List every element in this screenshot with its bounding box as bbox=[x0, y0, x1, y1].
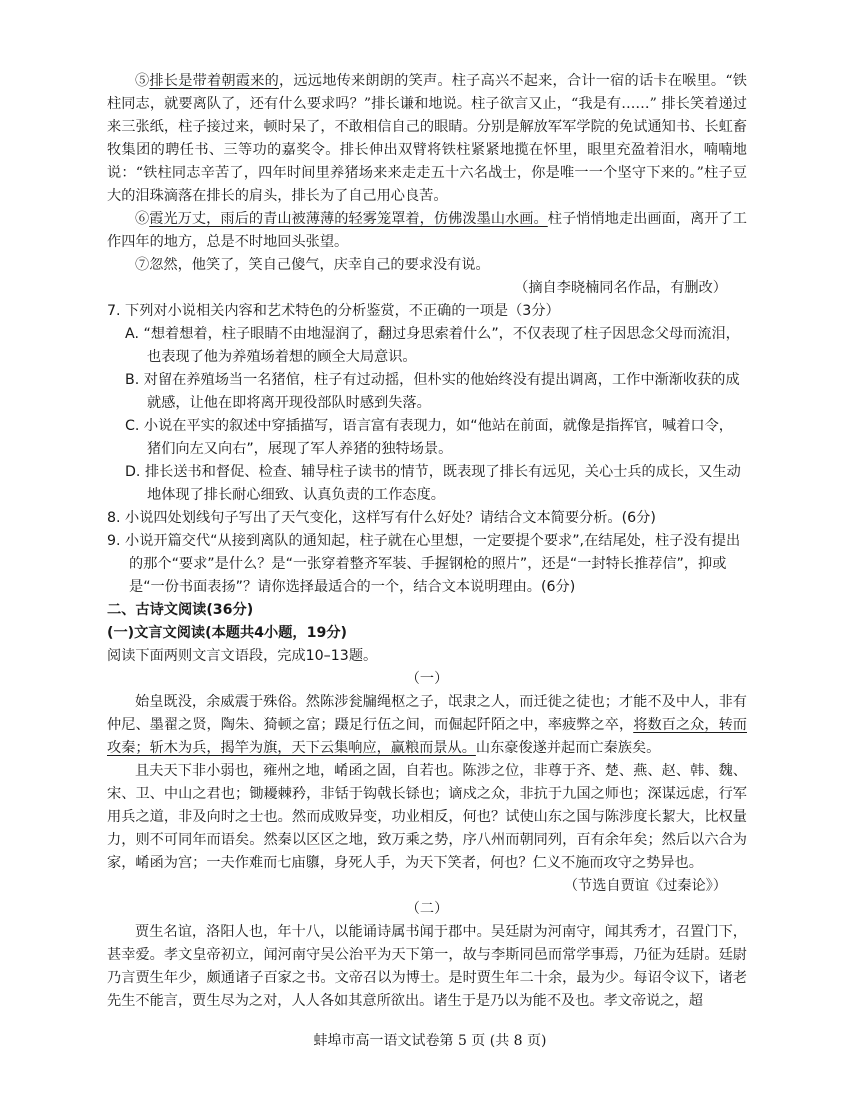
story-paragraph-6 bbox=[107, 208, 747, 254]
text2-heading: （二） bbox=[405, 901, 449, 917]
text2-paragraph-1: 贾生名谊，洛阳人也，年十八，以能诵诗属书闻于郡中。吴廷尉为河南守，闻其秀才，召置门下，甚幸爱。孝文皇帝初立，闻河南守吴公治平为天下第一，故与李斯同邑而常学事焉，乃征为廷尉。廷尉乃言贾生年少，颇通诸子百家之书。文帝召以为博士。是时贾生年二十余，最为少。每诏令议下，诸老先生不能言，贾生尽为之对，人人各如其意所欲出。诸生于是乃以为能不及也。孝文帝说之，超 bbox=[107, 924, 747, 1009]
section-heading: 二、古诗文阅读(36分) bbox=[107, 602, 254, 618]
paragraph-text: 始皇既没，余威震于殊俗。然陈涉瓮牖绳枢之子，氓隶之人，而迁徙之徒也；才能不及中人，非有仲尼、墨翟之贤，陶朱、猗顿之富；蹑足行伍之间，而倔起阡陌之中，率疲弊之卒， bbox=[107, 694, 747, 733]
paragraph-number: ⑥ bbox=[135, 211, 150, 227]
question-7-stem: 7. 下列对小说相关内容和艺术特色的分析鉴赏，不正确的一项是（3分） bbox=[107, 303, 560, 319]
page-footer: 蚌埠市高一语文试卷第 5 页 (共 8 页) bbox=[313, 1033, 547, 1049]
underlined-sentence: 将数百之众，转而攻秦；斩木为兵，揭竿为旗，天下云集响应，赢粮而景从。 bbox=[107, 717, 747, 756]
story-paragraph-5 bbox=[107, 70, 747, 208]
question-7-option-d: D. 排长送书和督促、检查、辅导柱子读书的情节，既表现了排长有远见，关心士兵的成长，又生动地体现了排长耐心细致、认真负责的工作态度。 bbox=[125, 464, 741, 503]
text1-paragraph-1 bbox=[107, 691, 747, 760]
text1-paragraph-2: 且夫天下非小弱也，雍州之地，崤函之固，自若也。陈涉之位，非尊于齐、楚、燕、赵、韩、魏、宋、卫、中山之君也；锄耰棘矜，非铦于钩戟长铩也；谪戍之众，非抗于九国之师也；深谋远虑，行军用兵之道，非及向时之士也。然而成败异变，功业相反，何也？试使山东之国与陈涉度长絜大，比权量力，则不可同年而语矣。然秦以区区之地，致万乘之势，序八州而朝同列，百有余年矣；然后以六合为家，崤函为宫；一夫作难而七庙隳，身死人手，为天下笑者，何也？仁义不施而攻守之势异也。 bbox=[107, 763, 747, 871]
paragraph-text: ，远远地传来朗朗的笑声。柱子高兴不起来，合计一宿的话卡在喉里。“铁柱同志，就要离队了，还有什么要求吗？”排长谦和地说。柱子欲言又止，“我是有……” 排长笑着递过来三张纸，柱子接过来，顿时呆了，不敢相信自己的眼睛。分别是解放军军学院的免试通知书、长虹畜牧集团的聘任书、三等功的嘉奖令。排长伸出双臂将铁柱紧紧地揽在怀里，眼里充盈着泪水，喃喃地说：“铁柱同志辛苦了，四年时间里养猪场来来走走五十六名战士，你是唯一一个坚守下来的。”柱子豆大的泪珠滴落在排长的肩头，排长为了自己用心良苦。 bbox=[107, 73, 747, 204]
text1-heading: （一） bbox=[405, 671, 449, 687]
question-7-option-a: A. “想着想着，柱子眼睛不由地湿润了，翻过身思索着什么”，不仅表现了柱子因思念父母而流泪，也表现了他为养殖场着想的顾全大局意识。 bbox=[125, 326, 740, 365]
underlined-sentence: 排长是带着朝霞来的 bbox=[149, 73, 279, 89]
paragraph-number: ⑤ bbox=[135, 73, 150, 89]
underlined-sentence: 霞光万丈，雨后的青山被薄薄的轻雾笼罩着，仿佛泼墨山水画。 bbox=[149, 211, 548, 227]
story-paragraph-7: ⑦忽然，他笑了，笑自己傻气，庆幸自己的要求没有说。 bbox=[135, 257, 490, 273]
reading-instruction: 阅读下面两则文言文语段，完成10–13题。 bbox=[107, 648, 378, 664]
paragraph-text: 山东豪俊遂并起而亡秦族矣。 bbox=[475, 740, 661, 756]
question-7-option-c: C. 小说在平实的叙述中穿插描写，语言富有表现力，如“他站在前面，就像是指挥官，喊着口令，猪们向左又向右”，展现了军人养猪的独特场景。 bbox=[125, 418, 733, 457]
question-9: 9. 小说开篇交代“从接到离队的通知起，柱子就在心里想，一定要提个要求”,在结尾处，柱子没有提出的那个“要求”是什么？是“一张穿着整齐军装、手握钢枪的照片”，还是“一封特长推荐信”，抑或是“一份书面表扬”？请你选择最适合的一个，结合文本说明理由。(6分) bbox=[107, 533, 741, 595]
subsection-heading: (一)文言文阅读(本题共4小题，19分) bbox=[107, 625, 347, 641]
paragraph-text: 柱子悄悄地走出画面，离开了工作四年的地方，总是不时地回头张望。 bbox=[107, 211, 747, 250]
question-8: 8. 小说四处划线句子写出了天气变化，这样写有什么好处？请结合文本简要分析。(6分) bbox=[107, 510, 656, 526]
story-source: （摘自李晓楠同名作品，有删改） bbox=[514, 280, 727, 296]
page-content bbox=[107, 70, 747, 1013]
text1-source: （节选自贾谊《过秦论》） bbox=[563, 878, 727, 894]
question-7-option-b: B. 对留在养殖场当一名猪倌，柱子有过动摇，但朴实的他始终没有提出调离，工作中渐渐收获的成就感，让他在即将离开现役部队时感到失落。 bbox=[125, 372, 740, 411]
